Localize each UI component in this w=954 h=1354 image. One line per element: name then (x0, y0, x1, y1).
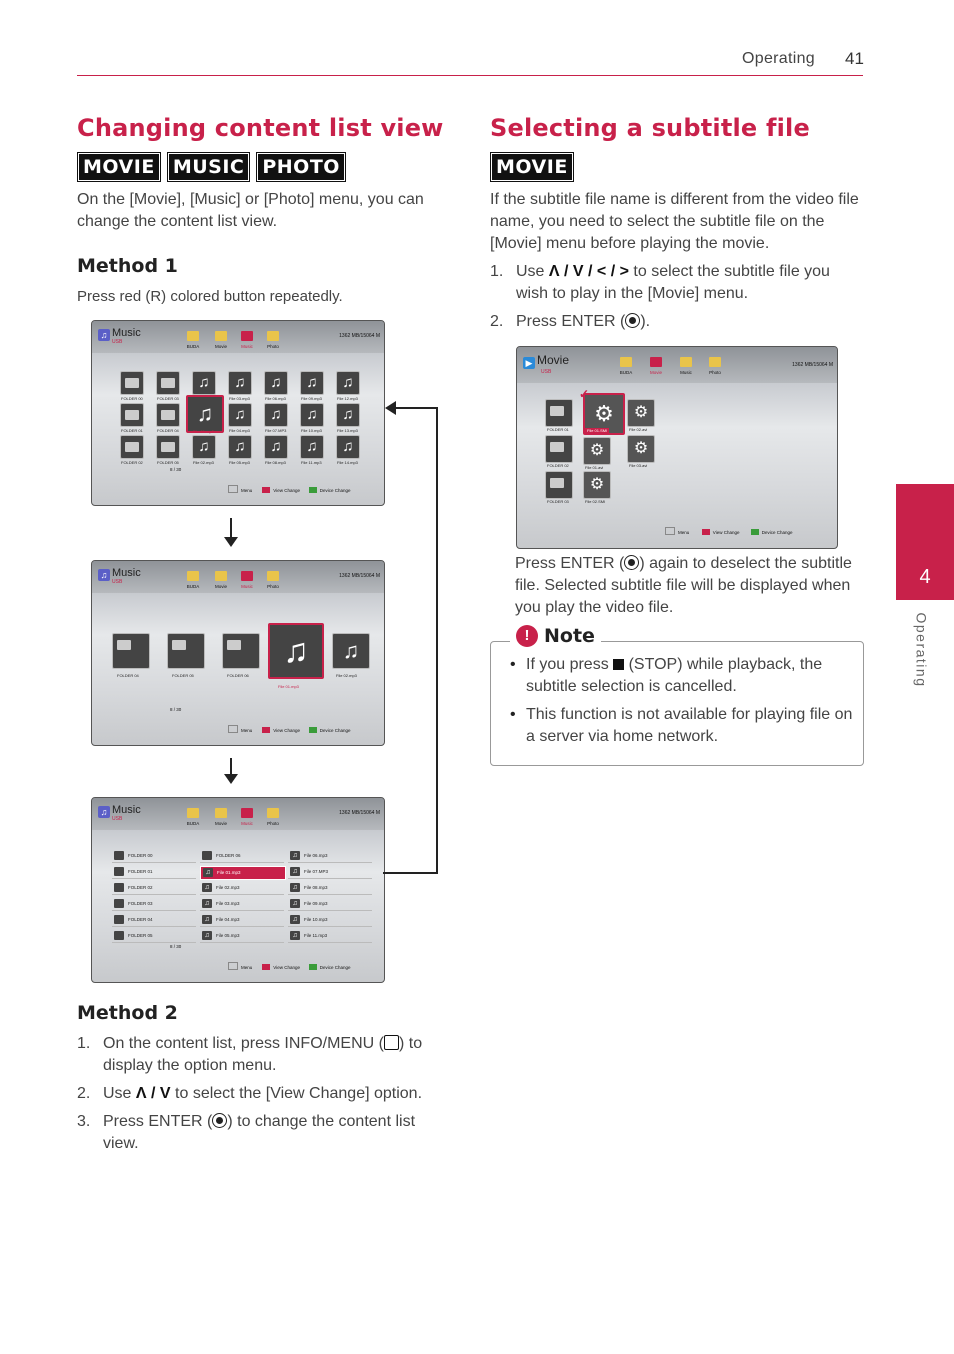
folder-tile (545, 435, 573, 463)
left-intro: On the [Movie], [Music] or [Photo] menu, you can change the content list view. (77, 191, 424, 230)
music-tile: ♫ (336, 371, 360, 395)
music-note-icon: ♫ (290, 883, 300, 892)
screen-usb-label: USB (541, 369, 552, 375)
tile-caption: FOLDER 03 (547, 499, 569, 504)
music-tile: ♫ (264, 403, 288, 427)
badge-row-right (490, 152, 580, 182)
folder-icon (114, 899, 124, 908)
screen-app-title: ▶ Movie (523, 353, 569, 369)
music-tile: ♫ (192, 371, 216, 395)
tile-caption: File 07.MP3 (265, 428, 287, 433)
music-note-icon: ♫ (290, 867, 300, 876)
subtitle-step-2: 2. Press ENTER ( ). (490, 313, 651, 330)
note-list (508, 654, 853, 754)
tile-caption: File 09.mp3 (301, 396, 322, 401)
music-note-icon: ♫ (202, 915, 212, 924)
music-tile: ♫ (300, 371, 324, 395)
tile-caption: File 10.mp3 (301, 428, 322, 433)
music-note-icon: ♫ (290, 899, 300, 908)
tile-caption: File 11.mp3 (301, 460, 322, 465)
music-note-icon: ♫ (202, 931, 212, 940)
tile-caption-selected: File 01.mp3 (278, 684, 299, 689)
screen-capacity: 1362 MB/15064 M (792, 362, 833, 368)
arrow-down-icon (224, 537, 238, 547)
folder-icon (114, 883, 124, 892)
screen-capacity: 1362 MB/15064 M (339, 333, 380, 339)
list-row-label: File 10.mp3 (304, 917, 328, 922)
music-note-icon: ♫ (202, 899, 212, 908)
screenshot-grid-view (91, 320, 385, 506)
tile-caption: FOLDER 01 (121, 428, 143, 433)
folder-icon (202, 851, 212, 860)
movie-file-tile: ⚙ (583, 437, 611, 465)
nav-movie: Movie (645, 357, 667, 375)
flow-line-1 (230, 518, 232, 538)
folder-tile (156, 403, 180, 427)
method2-heading: Method 2 (77, 1002, 178, 1024)
list-row (112, 898, 196, 911)
chapter-label: Operating (913, 612, 930, 688)
folder-tile (120, 371, 144, 395)
method2-step-3: 3. Press ENTER ( ) to change the content list view. (77, 1113, 416, 1152)
music-tile: ♫ (332, 633, 370, 669)
list-row-label: File 03.mp3 (216, 901, 240, 906)
nav-movie: Movie (210, 808, 232, 826)
screen-capacity: 1362 MB/15064 M (339, 810, 380, 816)
subtitle-step-1: 1. Use Λ / V / < / > to select the subtitle file you wish to play in the [Movie] menu. (490, 263, 830, 302)
list-row-label: File 08.mp3 (304, 885, 328, 890)
movie-file-tile: ⚙ (627, 399, 655, 427)
tile-caption: File 05.mp3 (229, 460, 250, 465)
enter-button-icon (212, 1113, 227, 1128)
tile-caption: FOLDER 05 (157, 460, 179, 465)
screen-app-title: ♫ Music (98, 567, 141, 581)
music-tile: ♫ (192, 435, 216, 459)
music-tile: ♫ (336, 435, 360, 459)
screen-app-title: ♫ Music (98, 327, 141, 341)
menu-key-icon (228, 485, 238, 493)
tile-caption: File 14.mp3 (337, 460, 358, 465)
direction-arrows-icon: Λ / V / < / > (548, 263, 629, 280)
list-row-label: File 01.mp3 (217, 870, 241, 875)
list-row (288, 930, 372, 943)
note-title: Note (544, 625, 595, 647)
info-menu-icon (384, 1035, 399, 1050)
screen-pager: 8 / 30 (170, 707, 182, 712)
folder-icon (215, 331, 227, 341)
green-key-icon (309, 487, 317, 493)
music-tile-selected: ♫ (268, 623, 324, 679)
page-number: 41 (845, 49, 864, 68)
nav-movie: Movie (210, 331, 232, 349)
checkmark-icon: ✓ (579, 387, 590, 401)
folder-tile (545, 471, 573, 499)
music-note-icon: ♫ (203, 868, 213, 877)
list-row (288, 866, 372, 879)
screen-usb-label: USB (112, 579, 123, 585)
tile-caption: File 02.SMI (585, 499, 606, 504)
tile-caption: FOLDER 04 (117, 673, 139, 678)
note-header (510, 625, 601, 647)
list-row-label: File 09.mp3 (304, 901, 328, 906)
screen-footer: Menu View Change Device Change (228, 485, 351, 493)
tile-caption: FOLDER 04 (157, 428, 179, 433)
movie-file-tile: ⚙ (583, 471, 611, 499)
red-key-icon (262, 727, 270, 733)
tile-caption: File 02.mp3 (336, 673, 357, 678)
music-note-icon: ♫ (290, 915, 300, 924)
folder-icon (187, 331, 199, 341)
folder-icon (114, 931, 124, 940)
nav-movie: Movie (210, 571, 232, 589)
list-row-label: FOLDER 06 (216, 853, 241, 858)
screen-usb-label: USB (112, 339, 123, 345)
folder-tile (545, 399, 573, 427)
screen-footer: Menu View Change Device Change (228, 962, 351, 970)
note-item-2: • This function is not available for playing file on a server via home network. (508, 704, 853, 748)
folder-icon (267, 571, 279, 581)
tile-caption: File 02.avi (629, 427, 648, 432)
method2-step-2: 2. Use Λ / V to select the [View Change] option. (77, 1085, 423, 1102)
red-key-icon (262, 964, 270, 970)
list-row-label: FOLDER 02 (128, 885, 153, 890)
folder-tile (120, 403, 144, 427)
list-row (112, 914, 196, 927)
nav-buda: BUDA (182, 571, 204, 589)
list-row-label: FOLDER 01 (128, 869, 153, 874)
screen-pager: 8 / 30 (170, 944, 182, 949)
folder-tile (156, 435, 180, 459)
method1-heading: Method 1 (77, 255, 178, 277)
list-row (200, 882, 284, 895)
screenshot-movie-subtitle (516, 346, 838, 549)
music-tile: ♫ (264, 371, 288, 395)
music-note-icon: ♫ (290, 851, 300, 860)
nav-buda: BUDA (182, 331, 204, 349)
up-down-arrows-icon: Λ / V (135, 1085, 171, 1102)
list-row (200, 914, 284, 927)
music-tile: ♫ (300, 435, 324, 459)
nav-photo: Photo (262, 571, 284, 589)
movie-app-icon: ▶ (523, 357, 535, 369)
movie-file-tile: ⚙ (583, 393, 625, 435)
menu-key-icon (228, 725, 238, 733)
tile-caption: FOLDER 00 (121, 396, 143, 401)
deselect-text: Press ENTER ( ) again to deselect the subtitle file. Selected subtitle file will be displayed when you play the video file. (515, 555, 852, 616)
music-tile: ♫ (300, 403, 324, 427)
tile-caption: FOLDER 02 (121, 460, 143, 465)
return-line-top (395, 407, 438, 409)
folder-icon (650, 357, 662, 367)
right-intro: If the subtitle file name is different from the video file name, you need to select the subtitle file on the [Movie] menu before playing the movie. (490, 191, 859, 252)
screen-pager: 8 / 30 (170, 467, 182, 472)
subtitle-steps (490, 261, 865, 339)
tile-caption: File 13.mp3 (337, 428, 358, 433)
folder-tile (222, 633, 260, 669)
tile-caption: File 03.mp3 (229, 396, 250, 401)
nav-photo: Photo (704, 357, 726, 375)
badge-row (77, 152, 352, 182)
folder-icon (114, 867, 124, 876)
method2-step-1: 1. On the content list, press INFO/MENU ( ) to display the option menu. (77, 1035, 423, 1074)
list-row (112, 866, 196, 879)
music-note-icon: ♫ (202, 883, 212, 892)
tile-caption: FOLDER 02 (547, 463, 569, 468)
music-app-icon: ♫ (98, 806, 110, 818)
screen-footer: Menu View Change Device Change (228, 725, 351, 733)
tile-caption: File 02.mp3 (193, 460, 214, 465)
music-tile: ♫ (336, 403, 360, 427)
tile-caption: File 12.mp3 (337, 396, 358, 401)
screen-usb-label: USB (112, 816, 123, 822)
folder-icon (114, 851, 124, 860)
green-key-icon (751, 529, 759, 535)
folder-icon (215, 571, 227, 581)
list-row (288, 882, 372, 895)
folder-icon (241, 331, 253, 341)
note-item-1: • If you press (STOP) while playback, the subtitle selection is cancelled. (508, 654, 853, 698)
screen-footer: Menu View Change Device Change (665, 527, 793, 535)
list-row (112, 882, 196, 895)
folder-tile (112, 633, 150, 669)
section-title-content-list-view: Changing content list view (77, 114, 444, 142)
movie-file-tile: ⚙ (627, 435, 655, 463)
music-tile: ♫ (228, 435, 252, 459)
music-tile: ♫ (228, 371, 252, 395)
nav-music: Music (675, 357, 697, 375)
enter-button-icon (625, 313, 640, 328)
nav-music: Music (236, 331, 258, 349)
nav-buda: BUDA (182, 808, 204, 826)
folder-icon (241, 571, 253, 581)
tile-caption: FOLDER 06 (227, 673, 249, 678)
stop-icon (613, 659, 624, 670)
chapter-number: 4 (919, 566, 931, 588)
tile-caption: File 01.SMI (587, 428, 608, 433)
tile-caption: FOLDER 03 (157, 396, 179, 401)
exclamation-icon: ! (516, 625, 538, 647)
folder-icon (267, 808, 279, 818)
red-key-icon (702, 529, 710, 535)
list-row-label: File 06.mp3 (304, 853, 328, 858)
nav-buda: BUDA (615, 357, 637, 375)
folder-icon (267, 331, 279, 341)
list-row-label: File 02.mp3 (216, 885, 240, 890)
tile-caption: File 04.mp3 (229, 428, 250, 433)
folder-icon (709, 357, 721, 367)
list-row (200, 930, 284, 943)
music-tile: ♫ (228, 403, 252, 427)
list-row-label: FOLDER 00 (128, 853, 153, 858)
tile-caption: FOLDER 05 (172, 673, 194, 678)
tile-caption: File 08.mp3 (265, 460, 286, 465)
running-header-section: Operating (742, 50, 815, 67)
list-row-label: FOLDER 04 (128, 917, 153, 922)
menu-key-icon (665, 527, 675, 535)
red-key-icon (262, 487, 270, 493)
list-row-label: FOLDER 03 (128, 901, 153, 906)
music-app-icon: ♫ (98, 569, 110, 581)
folder-icon (187, 808, 199, 818)
tile-caption: File 06.mp3 (265, 396, 286, 401)
folder-icon (114, 915, 124, 924)
header-rule (77, 75, 863, 76)
list-row (200, 850, 284, 863)
folder-icon (620, 357, 632, 367)
tile-caption: File 01.avi (585, 465, 604, 470)
tile-caption: File 01.mp3 (193, 429, 214, 434)
badge-movie: MOVIE (490, 152, 574, 182)
return-line-vertical (436, 407, 438, 874)
list-row (112, 850, 196, 863)
badge-photo: PHOTO (256, 152, 346, 182)
screenshot-list-view (91, 797, 385, 983)
menu-key-icon (228, 962, 238, 970)
folder-icon (215, 808, 227, 818)
folder-tile (156, 371, 180, 395)
screen-app-title: ♫ Music (98, 804, 141, 818)
method2-steps (77, 1033, 447, 1161)
arrow-left-icon (385, 401, 396, 415)
return-line-bottom (383, 872, 438, 874)
folder-icon (187, 571, 199, 581)
list-row (288, 914, 372, 927)
list-row (200, 898, 284, 911)
section-title-subtitle-file: Selecting a subtitle file (490, 114, 810, 142)
screenshot-large-view (91, 560, 385, 746)
nav-music: Music (236, 808, 258, 826)
list-row (288, 850, 372, 863)
screen-capacity: 1362 MB/15064 M (339, 573, 380, 579)
list-row (200, 866, 286, 880)
badge-movie: MOVIE (77, 152, 161, 182)
folder-icon (241, 808, 253, 818)
green-key-icon (309, 964, 317, 970)
list-row-label: File 05.mp3 (216, 933, 240, 938)
list-row (112, 930, 196, 943)
folder-tile (120, 435, 144, 459)
list-row-label: FOLDER 05 (128, 933, 153, 938)
enter-button-icon (624, 555, 639, 570)
nav-music: Music (236, 571, 258, 589)
list-row-label: File 04.mp3 (216, 917, 240, 922)
music-app-icon: ♫ (98, 329, 110, 341)
arrow-down-icon (224, 774, 238, 784)
list-row-label: File 11.mp3 (304, 933, 328, 938)
tile-caption: File 03.avi (629, 463, 648, 468)
badge-music: MUSIC (167, 152, 251, 182)
music-note-icon: ♫ (290, 931, 300, 940)
list-row-label: File 07.MP3 (304, 869, 329, 874)
list-row (288, 898, 372, 911)
nav-photo: Photo (262, 331, 284, 349)
music-tile: ♫ (264, 435, 288, 459)
music-tile: ♫ (186, 395, 224, 433)
method1-text: Press red (R) colored button repeatedly. (77, 288, 343, 305)
folder-icon (680, 357, 692, 367)
folder-tile (167, 633, 205, 669)
tile-caption: FOLDER 01 (547, 427, 569, 432)
green-key-icon (309, 727, 317, 733)
nav-photo: Photo (262, 808, 284, 826)
